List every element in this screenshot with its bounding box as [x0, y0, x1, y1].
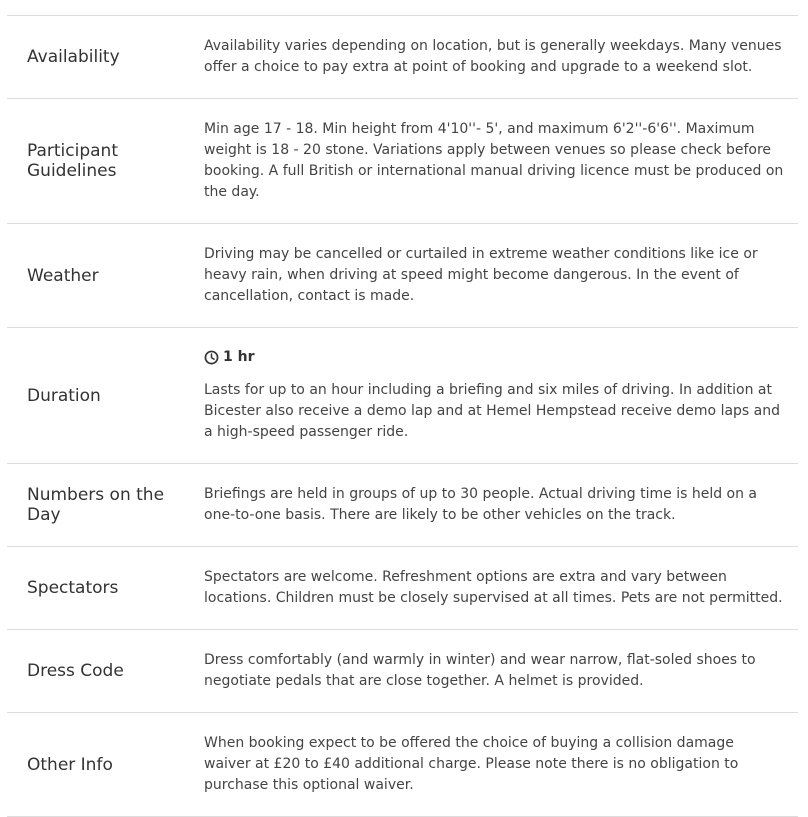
info-row-other-info: [7, 713, 798, 817]
row-label: [7, 630, 204, 712]
duration-label: Duration: [27, 385, 101, 406]
row-label: [7, 547, 204, 629]
info-row-availability: [7, 16, 798, 99]
row-label: [7, 99, 204, 223]
other-info-label: Other Info: [27, 754, 113, 775]
participant-guidelines-label: Participant Guidelines: [27, 141, 119, 181]
numbers-on-the-day-text: Briefings are held in groups of up to 30 people. Actual driving time is held on a one-to-one basis. There are likely to be other vehicles on the track.: [204, 486, 758, 523]
info-row-dress-code: [7, 630, 798, 713]
numbers-on-the-day-label: Numbers on the Day: [27, 485, 165, 525]
info-row-participant-guidelines: [7, 99, 798, 224]
info-row-duration: [7, 328, 798, 464]
other-info-text: When booking expect to be offered the choice of buying a collision damage waiver at £20 to £40 additional charge. Please note there is no obligation to purchase this optional waiver.: [204, 735, 739, 793]
spectators-label: Spectators: [27, 578, 119, 598]
row-label: [7, 464, 204, 546]
clock-icon: [204, 350, 219, 365]
row-label: [7, 713, 204, 816]
dress-code-label: Dress Code: [27, 661, 124, 681]
participant-guidelines-text: Min age 17 - 18. Min height from 4'10''- 5', and maximum 6'2''-6'6''. Maximum weight is 18 - 20 stone. Variations apply between venues so please check before booking. A full British or international manual driving licence must be produced on the day.: [204, 121, 784, 200]
availability-text: Availability varies depending on location, but is generally weekdays. Many venues offer a choice to pay extra at point of booking and upgrade to a weekend slot.: [204, 38, 782, 75]
weather-text: Driving may be cancelled or curtailed in extreme weather conditions like ice or heavy rain, when driving at speed might become dangerous. In the event of cancellation, contact is made.: [204, 246, 758, 304]
duration-value: 1 hr: [223, 349, 255, 365]
row-label: [7, 16, 204, 98]
duration-content: [204, 328, 798, 463]
dress-code-text: Dress comfortably (and warmly in winter) and wear narrow, flat-soled shoes to negotiate pedals that are close together. A helmet is provided.: [204, 652, 756, 689]
weather-label: Weather: [27, 265, 99, 286]
duration-value-line: [204, 348, 784, 366]
row-label: [7, 224, 204, 327]
info-row-spectators: [7, 547, 798, 630]
spectators-text: Spectators are welcome. Refreshment options are extra and vary between locations. Children must be closely supervised at all times. Pets are not permitted.: [204, 569, 783, 606]
availability-label: Availability: [27, 47, 120, 67]
info-row-weather: [7, 224, 798, 328]
experience-info-table: [7, 15, 798, 817]
duration-text: Lasts for up to an hour including a briefing and six miles of driving. In addition at Bicester also receive a demo lap and at Hemel Hempstead receive demo laps and a high-speed passenger ride.: [204, 382, 781, 440]
row-label: [7, 328, 204, 463]
info-row-numbers-on-the-day: [7, 464, 798, 547]
